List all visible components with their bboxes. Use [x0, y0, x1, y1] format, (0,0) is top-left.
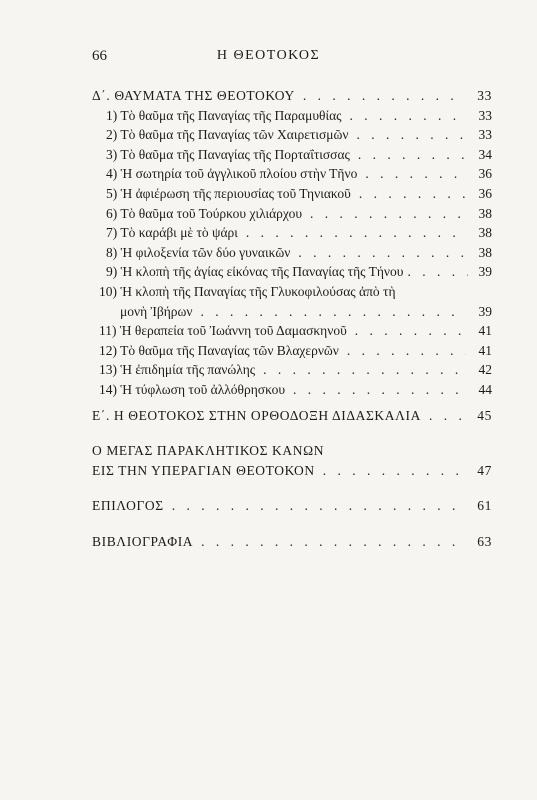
- toc-page: 42: [478, 362, 492, 378]
- toc-item-10-line1: 10) Ἡ κλοπὴ τῆς Παναγίας τῆς Γλυκοφιλούσας ἀπὸ τὴ: [99, 283, 396, 299]
- toc-epilogos: [92, 496, 492, 516]
- leader-dots: [246, 223, 466, 243]
- leader-dots: [365, 164, 466, 184]
- toc-kanon-line2: [92, 461, 492, 481]
- leader-dots: [350, 106, 466, 126]
- toc-item: [92, 164, 492, 184]
- toc-page: 38: [478, 244, 492, 260]
- toc-label: Δ΄. ΘΑΥΜΑΤΑ ΤΗΣ ΘΕΟΤΟΚΟΥ: [92, 88, 295, 103]
- toc-page: 36: [478, 166, 492, 182]
- toc-page: 61: [477, 498, 492, 514]
- toc-page: 33: [477, 88, 492, 103]
- toc-label: 2) Τὸ θαῦμα τῆς Παναγίας τῶν Χαιρετισμῶν: [106, 127, 349, 143]
- toc-page: 38: [478, 205, 492, 221]
- toc-page: 39: [478, 303, 492, 319]
- toc-item: [92, 341, 492, 361]
- toc-item: [92, 380, 492, 400]
- leader-dots: [263, 360, 466, 380]
- toc-label: ΒΙΒΛΙΟΓΡΑΦΙΑ: [92, 533, 194, 549]
- leader-dots: [293, 380, 466, 400]
- toc-item: [92, 262, 492, 282]
- toc-label: 5) Ἡ ἀφιέρωση τῆς περιουσίας τοῦ Τηνιακοῦ: [106, 185, 351, 201]
- toc-label: ΕΠΙΛΟΓΟΣ: [92, 498, 164, 514]
- toc-section-d: [92, 86, 492, 106]
- toc-page: 63: [477, 533, 492, 549]
- leader-dots: [358, 145, 466, 165]
- toc-label: Ε΄. Η ΘΕΟΤΟΚΟΣ ΣΤΗΝ ΟΡΘΟΔΟΞΗ ΔΙΔΑΣΚΑΛΙΑ: [92, 407, 421, 423]
- leader-dots: [359, 184, 466, 204]
- toc-page: 39: [478, 264, 492, 280]
- leader-dots: [355, 321, 466, 341]
- toc-item: [92, 106, 492, 126]
- toc-label: 9) Ἡ κλοπὴ τῆς ἁγίας εἰκόνας τῆς Παναγίας τῆς Τήνου: [106, 264, 404, 280]
- toc-item: [92, 223, 492, 243]
- toc-label: 12) Τὸ θαῦμα τῆς Παναγίας τῶν Βλαχερνῶν: [99, 342, 339, 358]
- toc-page: 36: [478, 185, 492, 201]
- leader-dots: [347, 341, 466, 361]
- leader-dots: [356, 125, 466, 145]
- toc-item: [92, 125, 492, 145]
- toc-label: 13) Ἡ ἐπιδημία τῆς πανώλης: [99, 362, 256, 378]
- toc-label: 11) Ἡ θεραπεία τοῦ Ἰωάννη τοῦ Δαμασκηνοῦ: [99, 323, 347, 339]
- toc-label: 1) Τὸ θαῦμα τῆς Παναγίας τῆς Παραμυθίας: [106, 107, 342, 123]
- toc-page: 47: [477, 462, 492, 478]
- toc-kanon-line1: Ο ΜΕΓΑΣ ΠΑΡΑΚΛΗΤΙΚΟΣ ΚΑΝΩΝ: [92, 443, 325, 459]
- toc-label: 4) Ἡ σωτηρία τοῦ ἀγγλικοῦ πλοίου στὴν Τῆνο: [106, 166, 358, 182]
- toc-label: μονὴ Ἰβήρων: [120, 303, 193, 319]
- leader-dots: [298, 243, 466, 263]
- running-title: Η ΘΕΟΤΟΚΟΣ: [216, 48, 321, 63]
- toc-label: 7) Τὸ καράβι μὲ τὸ ψάρι: [106, 225, 238, 241]
- toc-page: 33: [478, 107, 492, 123]
- toc-page: 33: [478, 127, 492, 143]
- toc-bibliography: [92, 532, 492, 552]
- toc-item: [92, 243, 492, 263]
- table-of-contents: [92, 86, 492, 551]
- leader-dots: [310, 204, 466, 224]
- leader-dots: [429, 406, 466, 426]
- toc-label: ΕΙΣ ΤΗΝ ΥΠΕΡΑΓΙΑΝ ΘΕΟΤΟΚΟΝ: [92, 462, 315, 478]
- page-number: 66: [92, 48, 107, 64]
- toc-label: 6) Τὸ θαῦμα τοῦ Τούρκου χιλιάρχου: [106, 205, 303, 221]
- toc-label: 14) Ἡ τύφλωση τοῦ ἀλλόθρησκου: [99, 381, 286, 397]
- toc-label: 3) Τὸ θαῦμα τῆς Παναγίας τῆς Πορταΐτισσας: [106, 146, 350, 162]
- page-header: [0, 48, 537, 70]
- toc-item-10-line2: [92, 302, 492, 322]
- toc-item: [92, 360, 492, 380]
- toc-label: 8) Ἡ φιλοξενία τῶν δύο γυναικῶν: [106, 244, 291, 260]
- toc-section-e: [92, 406, 492, 426]
- toc-page: 34: [478, 146, 492, 162]
- leader-dots: [323, 461, 466, 481]
- toc-page: 44: [478, 381, 492, 397]
- leader-dots: [407, 262, 468, 282]
- toc-page: 38: [478, 225, 492, 241]
- toc-item: [92, 204, 492, 224]
- toc-page: 41: [478, 323, 492, 339]
- leader-dots: [303, 86, 466, 106]
- leader-dots: [201, 532, 466, 552]
- toc-page: 41: [478, 342, 492, 358]
- toc-page: 45: [477, 407, 492, 423]
- leader-dots: [201, 302, 466, 322]
- toc-item: [92, 321, 492, 341]
- toc-item: [92, 145, 492, 165]
- toc-item: [92, 184, 492, 204]
- leader-dots: [172, 496, 466, 516]
